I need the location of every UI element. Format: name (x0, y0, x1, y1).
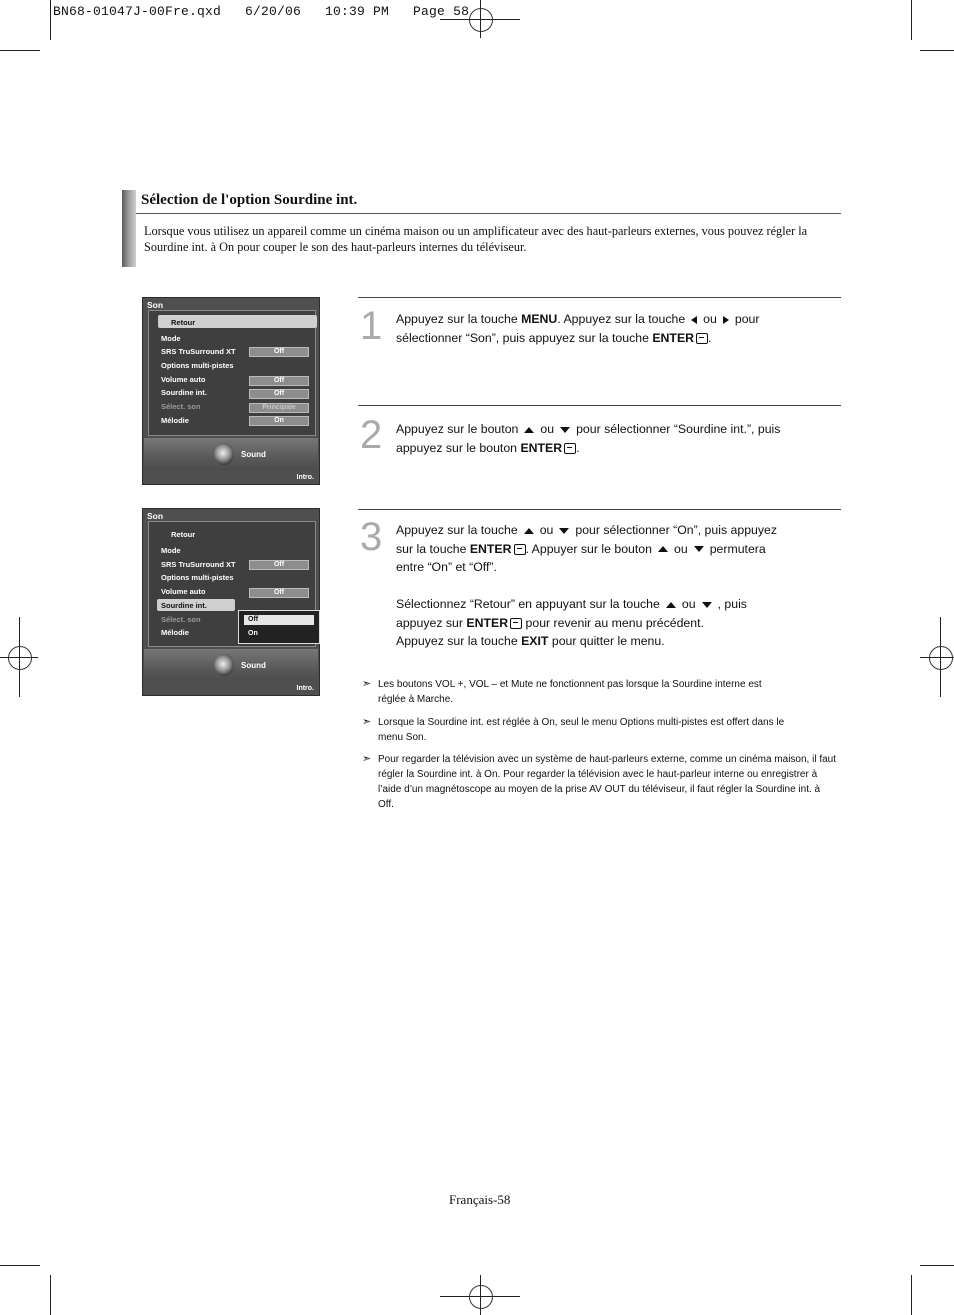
menu-value-srs: Off (249, 560, 309, 570)
step-text: , puis (717, 597, 747, 611)
intro-paragraph: Lorsque vous utilisez un appareil comme un cinéma maison ou un amplificateur avec des haut-parleurs externes, vous pouvez régler la Sourdine int. à On pour couper le son des haut-parleurs internes du téléviseur. (144, 224, 808, 254)
up-arrow-icon (524, 427, 534, 433)
step-text: appuyez sur (396, 615, 467, 630)
note-arrow-icon: ➣ (362, 678, 372, 690)
right-arrow-icon (723, 316, 729, 324)
menu-item-retour: Retour (171, 530, 196, 539)
crop-mark (920, 50, 954, 51)
crop-mark (50, 0, 51, 40)
note-text: Lorsque la Sourdine int. est réglée à On, seul le menu Options multi-pistes est offert dans le menu Son. (378, 717, 785, 743)
registration-mark (8, 646, 32, 670)
title-gradient-bar (122, 190, 136, 267)
step-rule (358, 405, 841, 406)
note-text: Les boutons VOL +, VOL – et Mute ne fonctionnent pas lorsque la Sourdine interne est réglée à Marche. (378, 679, 762, 705)
menu-item-sourdine: Sourdine int. (161, 601, 207, 610)
step-text: pour sélectionner “Sourdine int.”, puis (576, 422, 781, 436)
step-text: permutera (709, 541, 766, 556)
crop-mark (0, 50, 40, 51)
menu-item-volume-auto: Volume auto (161, 587, 206, 596)
menu-item-sourdine: Sourdine int. (161, 388, 207, 397)
file-header: BN68-01047J-00Fre.qxd 6/20/06 10:39 PM Page 58 (53, 4, 470, 19)
step-text: appuyez sur le bouton (396, 440, 521, 455)
popup-option-off: Off (244, 615, 314, 625)
crop-mark (911, 0, 912, 40)
down-arrow-icon (702, 602, 712, 608)
step-text: ou (539, 523, 554, 537)
menu-item-select-son: Sélect. son (161, 615, 201, 624)
menu-item-volume-auto: Volume auto (161, 375, 206, 384)
step-number: 2 (360, 413, 383, 457)
step-number: 3 (360, 515, 383, 559)
step-text: . (708, 330, 712, 345)
note-text: Pour regarder la télévision avec un système de haut-parleurs externe, comme un cinéma maison, il faut régler la Sourdine int. à On. Pour regarder la télévision avec le haut-parleur interne ou enregistrer à l’aide d’un magnétoscope au moyen de la prise AV OUT du téléviseur, il faut régler la Sourdine int. à Off. (378, 754, 837, 810)
step-text: Appuyez sur la touche (396, 523, 518, 537)
menu-body (148, 310, 316, 436)
step-text: ou (674, 541, 688, 556)
speaker-icon (214, 443, 234, 465)
registration-mark (469, 1285, 493, 1309)
menu-item-srs: SRS TruSurround XT (161, 560, 236, 569)
note-arrow-icon: ➣ (362, 753, 372, 765)
step-text: Appuyez sur la touche (396, 634, 522, 648)
crop-mark (911, 1275, 912, 1315)
menu-title: Son (147, 300, 164, 310)
step-2-text (396, 420, 816, 457)
tv-menu-screenshot-1 (142, 297, 320, 485)
menu-value-volume-auto: Off (249, 588, 309, 598)
left-arrow-icon (691, 316, 697, 324)
step-text: pour sélectionner “On”, puis appuyez (575, 523, 778, 537)
menu-item-srs: SRS TruSurround XT (161, 347, 236, 356)
registration-mark (469, 8, 493, 32)
title-rule (136, 213, 841, 214)
registration-mark (929, 646, 953, 670)
crop-mark (0, 1265, 40, 1266)
note (362, 715, 840, 745)
step-1-text (396, 310, 816, 347)
page-number: Français-58 (449, 1192, 511, 1207)
tv-menu-screenshot-2 (142, 508, 320, 696)
menu-item-options: Options multi-pistes (161, 573, 234, 582)
menu-item-select-son: Sélect. son (161, 402, 201, 411)
crop-mark (920, 1265, 954, 1266)
intro-label: Intro. (296, 685, 314, 692)
sound-label: Sound (241, 450, 266, 459)
up-arrow-icon (524, 528, 534, 534)
menu-value-srs: Off (249, 347, 309, 357)
menu-item-mode: Mode (161, 334, 181, 343)
menu-item-options: Options multi-pistes (161, 361, 234, 370)
step-text: sélectionner “Son”, puis appuyez sur la touche (396, 330, 653, 345)
step-rule (358, 297, 841, 298)
menu-title: Son (147, 511, 164, 521)
note (362, 752, 840, 812)
key-label: MENU (521, 312, 558, 326)
key-label: ENTER (469, 541, 512, 556)
note (362, 677, 840, 707)
sourdine-popup (238, 610, 320, 644)
menu-value-volume-auto: Off (249, 376, 309, 386)
key-label: ENTER (652, 330, 695, 345)
menu-body (148, 521, 316, 647)
section-title: Sélection de l'option Sourdine int. (141, 192, 358, 208)
up-arrow-icon (666, 602, 676, 608)
step-text: . Appuyer sur le bouton (525, 541, 652, 556)
menu-footer (144, 438, 318, 470)
menu-value-sourdine: Off (249, 389, 309, 399)
enter-icon (510, 618, 522, 629)
enter-icon (514, 544, 526, 555)
menu-value-melodie: On (249, 416, 309, 426)
step-text: ou (703, 312, 717, 326)
step-text: pour (734, 312, 760, 326)
down-arrow-icon (694, 546, 704, 552)
menu-item-melodie: Mélodie (161, 628, 189, 637)
note-arrow-icon: ➣ (362, 716, 372, 728)
down-arrow-icon (559, 528, 569, 534)
step-text: pour revenir au menu précédent. (522, 615, 704, 630)
step-text: Sélectionnez “Retour” en appuyant sur la touche (396, 597, 660, 611)
down-arrow-icon (560, 427, 570, 433)
step-rule (358, 509, 841, 510)
step-3-text (396, 521, 816, 651)
menu-value-select-son: Principale (249, 403, 309, 413)
menu-item-mode: Mode (161, 546, 181, 555)
step-text: . (576, 440, 580, 455)
step-text: . Appuyez sur la touche (557, 312, 686, 326)
key-label: EXIT (521, 634, 549, 648)
popup-option-on: On (248, 630, 258, 637)
key-label: ENTER (466, 615, 509, 630)
enter-icon (564, 443, 576, 454)
step-text: ou (540, 422, 555, 436)
enter-icon (696, 333, 708, 344)
step-text: Appuyez sur le bouton (396, 422, 519, 436)
intro-label: Intro. (296, 474, 314, 481)
crop-mark (50, 1275, 51, 1315)
up-arrow-icon (658, 546, 668, 552)
step-text: ou (681, 597, 696, 611)
speaker-icon (214, 654, 234, 676)
step-text: pour quitter le menu. (548, 634, 665, 648)
step-number: 1 (360, 304, 383, 348)
menu-item-melodie: Mélodie (161, 416, 189, 425)
step-text: Appuyez sur la touche (396, 312, 522, 326)
sound-label: Sound (241, 661, 266, 670)
menu-item-retour: Retour (171, 318, 196, 327)
key-label: ENTER (520, 440, 563, 455)
step-text: entre “On” et “Off”. (396, 560, 497, 574)
step-text: sur la touche (396, 541, 470, 556)
menu-footer (144, 649, 318, 681)
